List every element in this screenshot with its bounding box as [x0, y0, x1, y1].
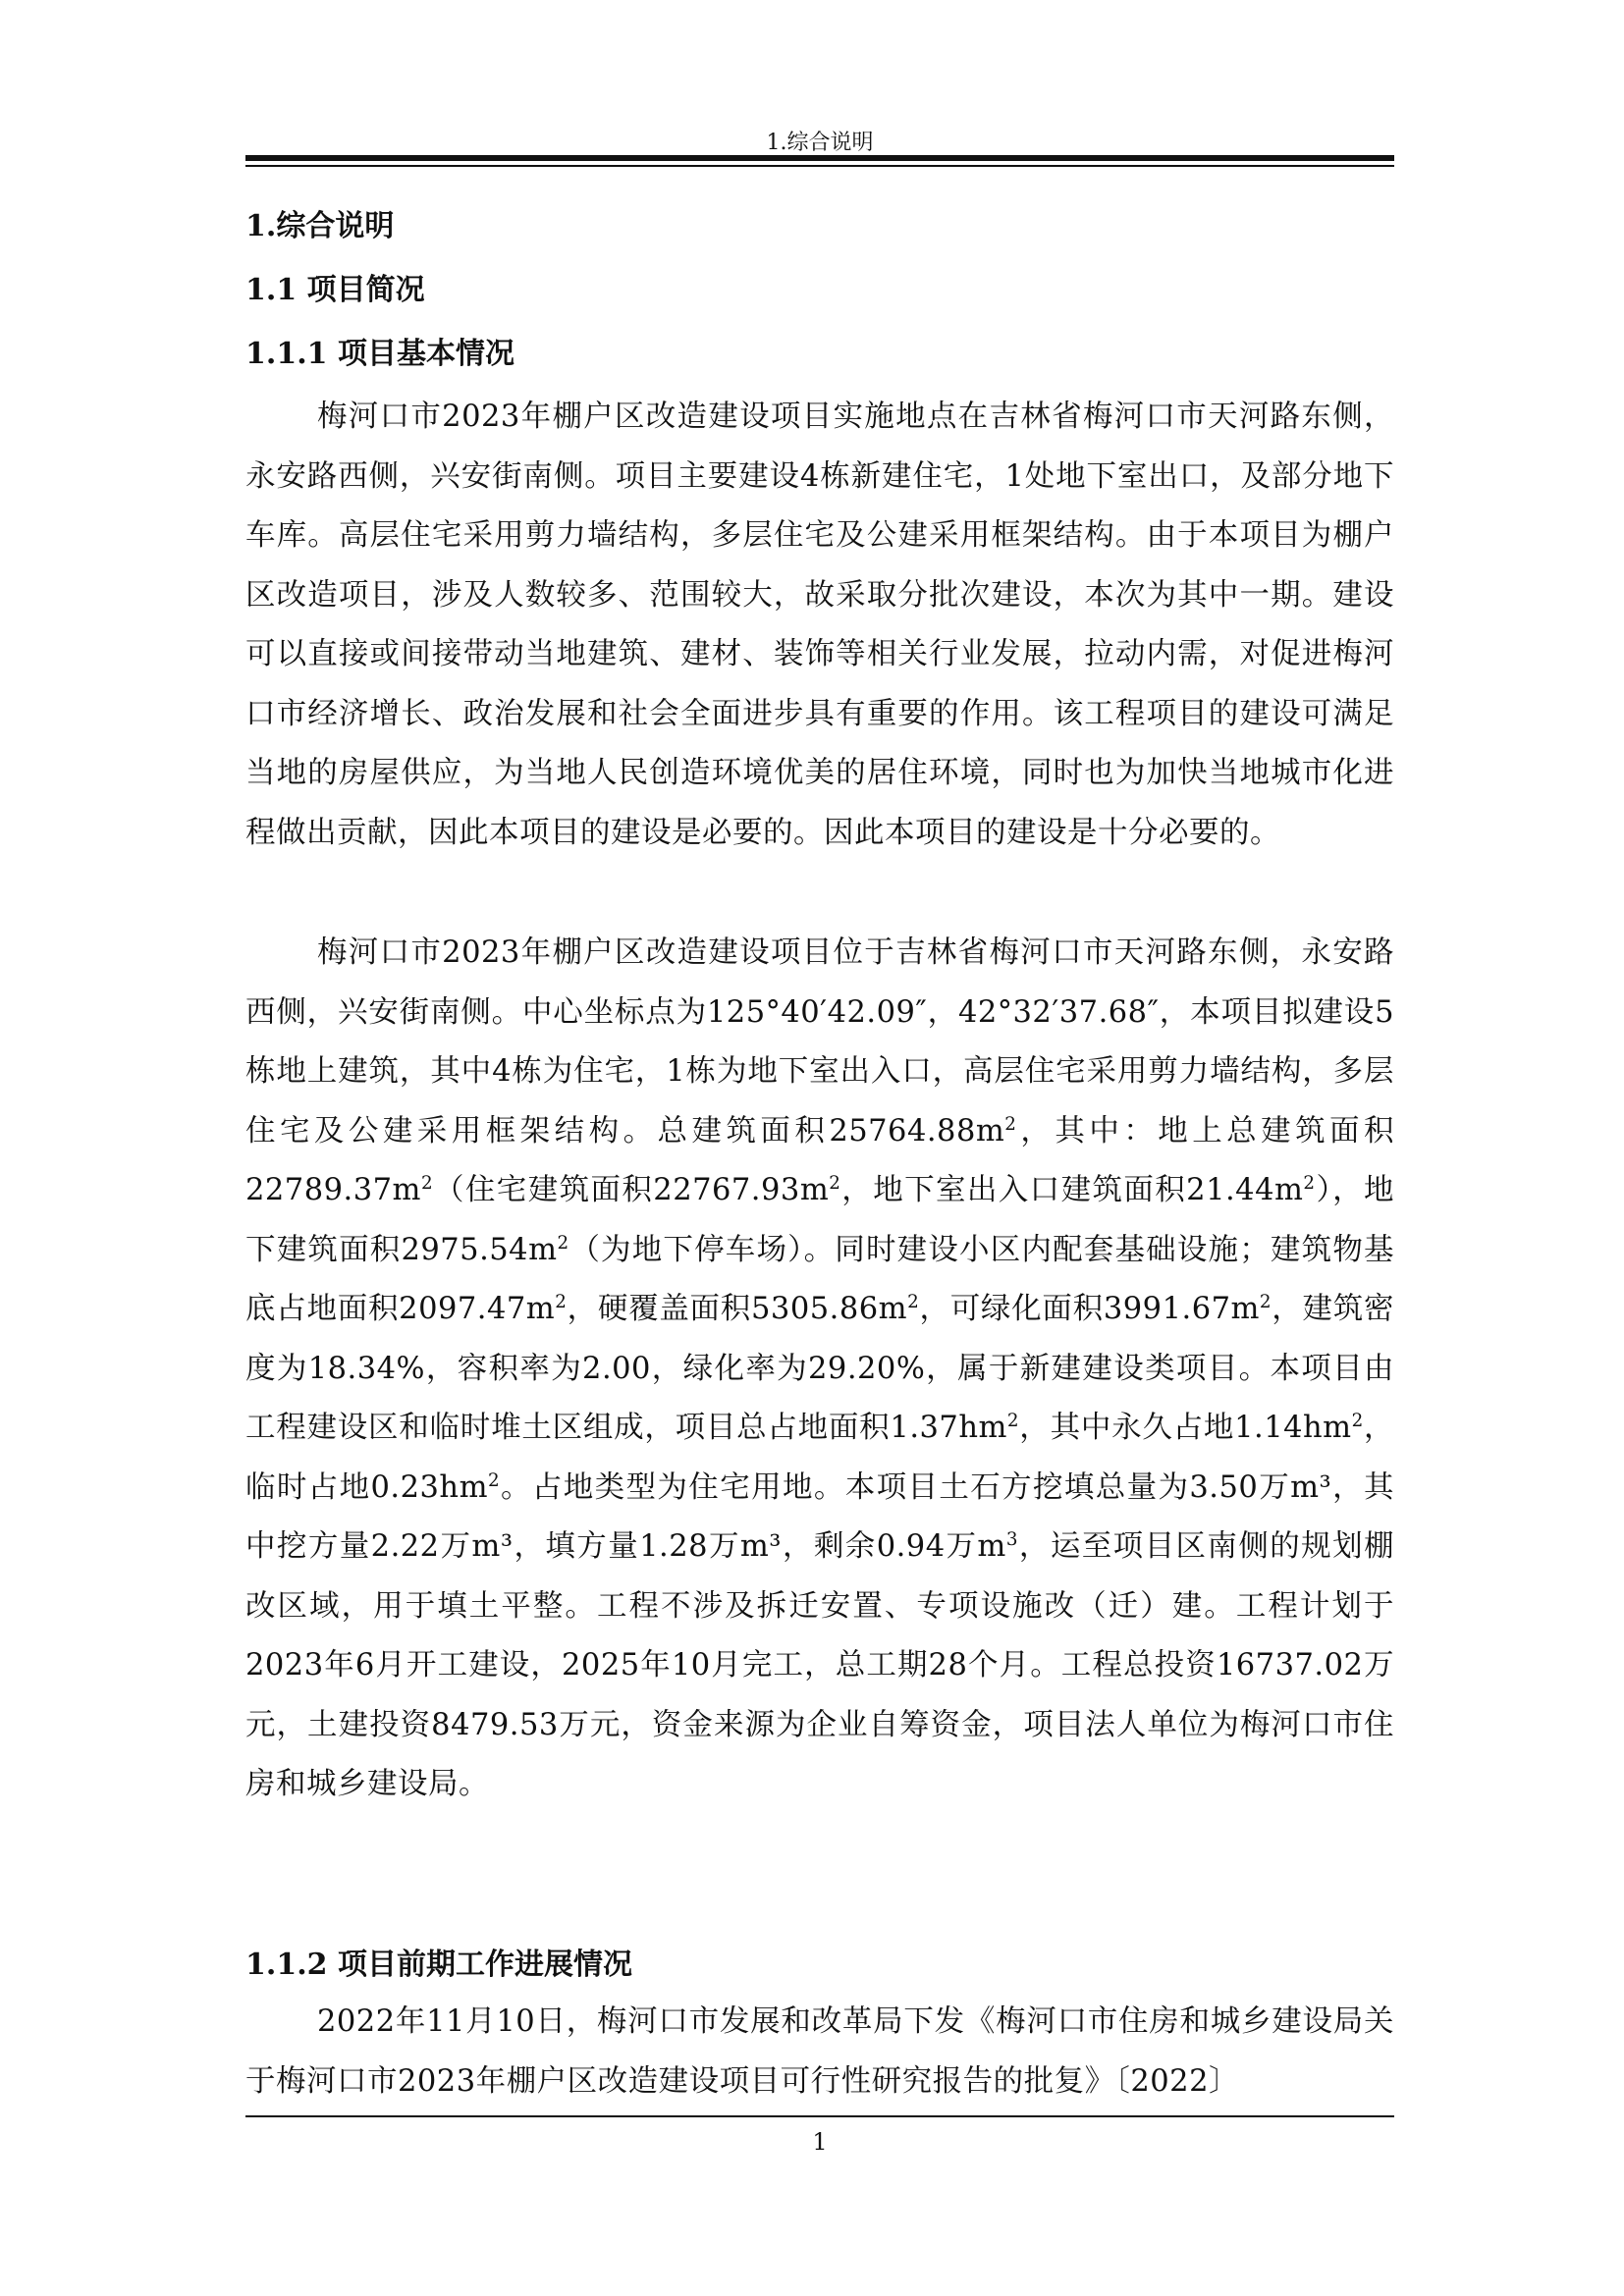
section-heading-1-1-2: 1.1.2 项目前期工作进展情况: [245, 1948, 632, 1982]
section-heading-1-1: 1.1 项目简况: [245, 273, 425, 307]
footer-rule: [245, 2115, 1394, 2117]
header-rule-thick: [245, 155, 1394, 161]
running-header: 1.综合说明: [766, 131, 874, 155]
section-heading-1: 1.综合说明: [245, 209, 395, 243]
paragraph-basic-info: 梅河口市2023年棚户区改造建设项目实施地点在吉林省梅河口市天河路东侧，永安路西侧，兴安街南侧。项目主要建设4栋新建住宅，1处地下室出口，及部分地下车库。高层住宅采用剪力墙结构，多层住宅及公建采用框架结构。由于本项目为棚户区改造项目，涉及人数较多、范围较大，故采取分批次建设，本次为其中一期。建设可以直接或间接带动当地建筑、建材、装饰等相关行业发展，拉动内需，对促进梅河口市经济增长、政治发展和社会全面进步具有重要的作用。该工程项目的建设可满足当地的房屋供应，为当地人民创造环境优美的居住环境，同时也为加快当地城市化进程做出贡献，因此本项目的建设是必要的。因此本项目的建设是十分必要的。: [245, 400, 1394, 850]
paragraph-location-scale: 梅河口市2023年棚户区改造建设项目位于吉林省梅河口市天河路东侧，永安路西侧，兴安街南侧。中心坐标点为125°40′42.09″，42°32′37.68″，本项目拟建设5栋地上建筑，其中4栋为住宅，1栋为地下室出入口，高层住宅采用剪力墙结构，多层住宅及公建采用框架结构。总建筑面积$25764.88m^2$，其中：地上总建筑面积$22789.37m^2$（住宅建筑面积$22767.93m^2$，地下室出入口建筑面积$21.44m^2$），地下建筑面积$2975.54m^2$（为地下停车场）。同时建设小区内配套基础设施；建筑物基底占地面积$2097.47m^2$，硬覆盖面积$5305.86m^2$，可绿化面积$3991.67m^2$，建筑密度为18.34%，容积率为2.00，绿化率为29.20%，属于新建建设类项目。本项目由工程建设区和临时堆土区组成，项目总占地面积$1.37hm^2$，其中永久占地$1.14hm^2$，临时占地$0.23hm^2$。占地类型为住宅用地。本项目土石方挖填总量为3.50万m³，其中挖方量2.22万m³，填方量1.28万m³，剩余0.94万$m^3$，运至项目区南侧的规划棚改区域，用于填土平整。工程不涉及拆迁安置、专项设施改（迁）建。工程计划于2023年6月开工建设，2025年10月完工，总工期28个月。工程总投资16737.02万元，土建投资8479.53万元，资金来源为企业自筹资金，项目法人单位为梅河口市住房和城乡建设局。: [245, 935, 1395, 1801]
header-rule-thin: [245, 165, 1394, 167]
page-number: 1: [812, 2128, 828, 2156]
paragraph-preliminary-work: 2022年11月10日，梅河口市发展和改革局下发《梅河口市住房和城乡建设局关于梅河口市2023年棚户区改造建设项目可行性研究报告的批复》〔2022〕: [245, 2004, 1394, 2099]
section-heading-1-1-1: 1.1.1 项目基本情况: [245, 337, 514, 371]
